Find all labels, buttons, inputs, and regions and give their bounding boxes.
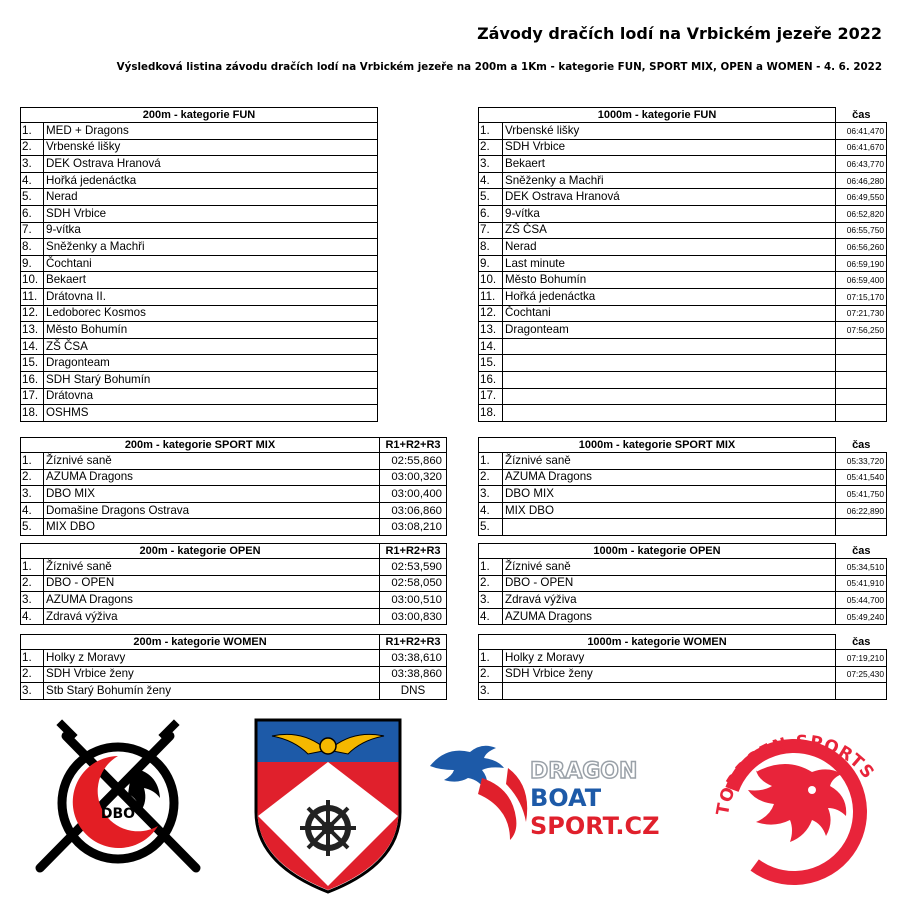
table-row [21,239,378,256]
team-cell: MIX DBO [503,502,836,519]
time-cell: 05:49,240 [836,608,887,625]
rank-cell: 17. [21,388,44,405]
rank-cell: 15. [21,355,44,372]
result-cell: 03:38,860 [380,666,447,683]
result-header: R1+R2+R3 [380,438,447,453]
table-row [21,502,447,519]
team-cell: Dragonteam [503,322,836,339]
team-cell: Domašine Dragons Ostrava [44,502,380,519]
table-row [479,559,887,576]
table-row [21,683,447,700]
time-cell: 06:22,890 [836,502,887,519]
table-row [21,205,378,222]
result-cell: 02:55,860 [380,453,447,470]
team-cell: Last minute [503,255,836,272]
rank-cell: 6. [21,205,44,222]
rank-cell: 7. [479,222,503,239]
table-row [479,322,887,339]
team-cell: Žíznivé saně [503,559,836,576]
table-row [479,355,887,372]
team-cell: Zdravá výživa [44,608,380,625]
table-row [21,272,378,289]
time-header: čas [852,635,871,648]
time-header: čas [852,108,871,121]
time-cell: 05:41,910 [836,575,887,592]
team-cell: Hořká jedenáctka [503,288,836,305]
rank-cell: 15. [479,355,503,372]
rank-cell: 9. [21,255,44,272]
team-cell: Holky z Moravy [44,650,380,667]
table-row [479,453,887,470]
document-title: Závody dračích lodí na Vrbickém jezeře 2022 [477,24,882,43]
rank-cell: 3. [21,486,44,503]
team-cell: Drátovna [44,388,378,405]
time-cell: 07:25,430 [836,666,887,683]
team-cell: SDH Vrbice [503,139,836,156]
rank-cell: 4. [21,172,44,189]
team-cell: OSHMS [44,405,378,422]
team-cell: AZUMA Dragons [44,592,380,609]
team-cell: Zdravá výživa [503,592,836,609]
rank-cell: 14. [479,338,503,355]
rank-cell: 17. [479,388,503,405]
team-cell: Drátovna II. [44,288,378,305]
time-cell: 06:59,400 [836,272,887,289]
team-cell: DBO - OPEN [44,575,380,592]
rank-cell: 1. [21,123,44,140]
rank-cell: 6. [479,205,503,222]
rank-cell: 1. [479,650,503,667]
team-cell: DBO MIX [503,486,836,503]
team-cell: Hořká jedenáctka [44,172,378,189]
table-row [479,608,887,625]
time-cell [836,338,887,355]
rank-cell: 7. [21,222,44,239]
table-heading: 200m - kategorie OPEN [21,544,380,559]
torrsen-text-path: TORRSEN SPORTS [712,732,879,817]
rank-cell: 4. [21,608,44,625]
table-row [21,172,378,189]
rank-cell: 10. [21,272,44,289]
table-row [479,338,887,355]
team-cell: 9-vítka [44,222,378,239]
team-cell: DEK Ostrava Hranová [503,189,836,206]
rank-cell: 4. [21,502,44,519]
table-heading: 1000m - kategorie WOMEN [479,635,836,650]
time-cell: 05:44,700 [836,592,887,609]
rank-cell: 3. [21,156,44,173]
team-cell: DEK Ostrava Hranová [44,156,378,173]
table-row [21,486,447,503]
time-cell: 06:56,260 [836,239,887,256]
team-cell: 9-vítka [503,205,836,222]
table-1000m-open [478,543,887,625]
torrsen-sports-logo [694,712,894,892]
rank-cell: 5. [479,519,503,536]
table-row [21,338,378,355]
table-row [21,469,447,486]
rank-cell: 3. [479,683,503,700]
team-cell: Sněženky a Machři [503,172,836,189]
table-row [21,559,447,576]
time-cell [836,683,887,700]
team-cell: SDH Vrbice ženy [503,666,836,683]
time-cell: 06:43,770 [836,156,887,173]
table-row [479,666,887,683]
team-cell: Čochtani [44,255,378,272]
rank-cell: 8. [479,239,503,256]
team-cell: DBO - OPEN [503,575,836,592]
table-row [479,272,887,289]
table-row [479,239,887,256]
table-row [479,222,887,239]
team-cell: Vrbenské lišky [503,123,836,140]
rank-cell: 12. [479,305,503,322]
team-cell: Nerad [503,239,836,256]
table-row [21,355,378,372]
team-cell: Vrbenské lišky [44,139,378,156]
rank-cell: 1. [479,123,503,140]
team-cell [503,388,836,405]
table-row [21,156,378,173]
time-cell: 06:41,470 [836,123,887,140]
team-cell: SDH Starý Bohumín [44,371,378,388]
sport-word: SPORT.CZ [530,812,660,840]
time-cell [836,519,887,536]
rank-cell: 2. [21,666,44,683]
table-1000m-fun [478,107,887,422]
rank-cell: 2. [479,469,503,486]
table-row [479,139,887,156]
rank-cell: 8. [21,239,44,256]
team-cell: SDH Vrbice [44,205,378,222]
result-cell: 03:08,210 [380,519,447,536]
team-cell: Bekaert [44,272,378,289]
team-cell: Žíznivé saně [44,559,380,576]
time-cell: 06:41,670 [836,139,887,156]
time-cell: 06:59,190 [836,255,887,272]
table-row [479,123,887,140]
team-cell [503,683,836,700]
table-row [479,575,887,592]
dragon-boat-sport-logo [422,738,684,842]
team-cell [503,371,836,388]
rank-cell: 2. [21,575,44,592]
time-header: čas [852,544,871,557]
rank-cell: 4. [479,608,503,625]
result-cell: 03:06,860 [380,502,447,519]
table-row [21,650,447,667]
table-row [21,305,378,322]
table-row [479,650,887,667]
document-subtitle: Výsledková listina závodu dračích lodí na Vrbickém jezeře na 200m a 1Km - kategorie FUN, SPORT MIX, OPEN a WOMEN - 4. 6. 2022 [116,61,882,73]
rank-cell: 1. [479,559,503,576]
rank-cell: 10. [479,272,503,289]
time-header: čas [852,438,871,451]
team-cell: Žíznivé saně [44,453,380,470]
table-row [479,189,887,206]
table-heading: 1000m - kategorie FUN [479,108,836,123]
time-cell: 07:15,170 [836,288,887,305]
rank-cell: 3. [21,683,44,700]
coat-of-arms-logo [252,716,404,896]
team-cell: Město Bohumín [44,322,378,339]
team-cell: AZUMA Dragons [503,469,836,486]
team-cell: MED + Dragons [44,123,378,140]
table-row [21,519,447,536]
time-cell [836,388,887,405]
time-cell: 06:52,820 [836,205,887,222]
table-row [21,453,447,470]
team-cell: AZUMA Dragons [503,608,836,625]
table-row [21,592,447,609]
table-heading: 200m - kategorie SPORT MIX [21,438,380,453]
result-header: R1+R2+R3 [380,635,447,650]
rank-cell: 1. [21,650,44,667]
rank-cell: 3. [479,486,503,503]
table-200m-sport-mix [20,437,447,536]
table-row [479,205,887,222]
table-row [479,519,887,536]
table-row [479,502,887,519]
result-header: R1+R2+R3 [380,544,447,559]
result-cell: 03:00,400 [380,486,447,503]
team-cell: ZŠ ČSA [44,338,378,355]
table-1000m-women [478,634,887,700]
rank-cell: 2. [479,666,503,683]
team-cell: Město Bohumín [503,272,836,289]
table-row [479,371,887,388]
rank-cell: 5. [21,189,44,206]
time-cell: 07:56,250 [836,322,887,339]
result-cell: 03:00,830 [380,608,447,625]
table-row [21,255,378,272]
time-cell: 06:46,280 [836,172,887,189]
table-heading: 1000m - kategorie OPEN [479,544,836,559]
team-cell: Sněženky a Machři [44,239,378,256]
team-cell: DBO MIX [44,486,380,503]
result-cell: 03:00,510 [380,592,447,609]
rank-cell: 5. [21,519,44,536]
table-row [479,156,887,173]
table-heading: 200m - kategorie FUN [21,108,378,123]
rank-cell: 3. [21,592,44,609]
boat-word: BOAT [530,784,602,812]
rank-cell: 11. [21,288,44,305]
team-cell [503,519,836,536]
time-cell [836,405,887,422]
team-cell: Nerad [44,189,378,206]
table-row [21,288,378,305]
rank-cell: 5. [479,189,503,206]
team-cell: ZŠ ČSA [503,222,836,239]
table-200m-fun [20,107,378,422]
team-cell: Dragonteam [44,355,378,372]
table-row [479,388,887,405]
table-row [21,608,447,625]
team-cell [503,338,836,355]
rank-cell: 11. [479,288,503,305]
table-row [479,288,887,305]
table-row [21,388,378,405]
rank-cell: 2. [479,139,503,156]
rank-cell: 13. [479,322,503,339]
table-row [21,139,378,156]
rank-cell: 4. [479,172,503,189]
result-cell: 03:38,610 [380,650,447,667]
rank-cell: 9. [479,255,503,272]
team-cell [503,405,836,422]
table-row [479,405,887,422]
table-row [21,575,447,592]
table-200m-women [20,634,447,700]
time-cell: 07:19,210 [836,650,887,667]
dragon-word: DRAGON [530,759,638,784]
table-row [479,255,887,272]
dbo-logo-text: DBO [100,806,136,822]
table-row [479,469,887,486]
table-row [479,592,887,609]
team-cell: Čochtani [503,305,836,322]
result-cell: 03:00,320 [380,469,447,486]
rank-cell: 12. [21,305,44,322]
result-cell: 02:58,050 [380,575,447,592]
time-cell: 07:21,730 [836,305,887,322]
table-row [21,123,378,140]
rank-cell: 4. [479,502,503,519]
rank-cell: 13. [21,322,44,339]
time-cell [836,371,887,388]
table-row [479,172,887,189]
rank-cell: 1. [21,559,44,576]
table-row [21,405,378,422]
dbo-logo [28,718,208,888]
rank-cell: 16. [21,371,44,388]
rank-cell: 3. [479,592,503,609]
time-cell: 05:41,750 [836,486,887,503]
team-cell: Stb Starý Bohumín ženy [44,683,380,700]
table-200m-open [20,543,447,625]
time-cell: 05:33,720 [836,453,887,470]
team-cell: Bekaert [503,156,836,173]
rank-cell: 16. [479,371,503,388]
time-cell: 05:41,540 [836,469,887,486]
team-cell: AZUMA Dragons [44,469,380,486]
time-cell: 05:34,510 [836,559,887,576]
table-heading: 1000m - kategorie SPORT MIX [479,438,836,453]
table-1000m-sport-mix [478,437,887,536]
table-row [21,322,378,339]
table-row [479,305,887,322]
result-cell: 02:53,590 [380,559,447,576]
rank-cell: 1. [21,453,44,470]
team-cell: Holky z Moravy [503,650,836,667]
table-heading: 200m - kategorie WOMEN [21,635,380,650]
team-cell: SDH Vrbice ženy [44,666,380,683]
team-cell: Ledoborec Kosmos [44,305,378,322]
time-cell: 06:49,550 [836,189,887,206]
team-cell [503,355,836,372]
rank-cell: 18. [21,405,44,422]
rank-cell: 1. [479,453,503,470]
rank-cell: 2. [21,139,44,156]
result-cell: DNS [380,683,447,700]
table-row [21,189,378,206]
table-row [21,666,447,683]
table-row [479,683,887,700]
time-cell: 06:55,750 [836,222,887,239]
rank-cell: 18. [479,405,503,422]
rank-cell: 14. [21,338,44,355]
rank-cell: 2. [21,469,44,486]
team-cell: MIX DBO [44,519,380,536]
table-row [21,222,378,239]
rank-cell: 3. [479,156,503,173]
time-cell [836,355,887,372]
team-cell: Žíznivé saně [503,453,836,470]
rank-cell: 2. [479,575,503,592]
table-row [479,486,887,503]
table-row [21,371,378,388]
